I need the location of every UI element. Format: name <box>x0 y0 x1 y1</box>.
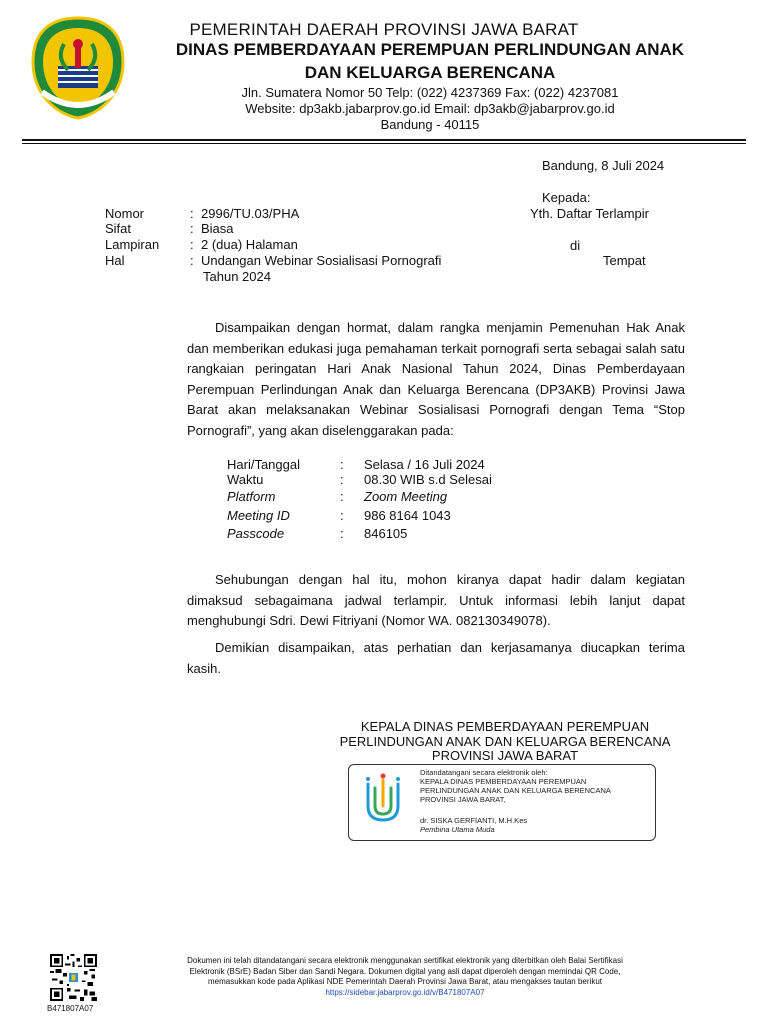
signer-org-line2: PERLINDUNGAN ANAK DAN KELUARGA BERENCANA <box>420 786 611 795</box>
meta-value-nomor: 2996/TU.03/PHA <box>201 206 300 221</box>
signatory-title-line2: PERLINDUNGAN ANAK DAN KELUARGA BERENCANA <box>339 734 671 749</box>
verification-link[interactable]: https://sidebar.jabarprov.go.id/v/B471807A07 <box>325 987 485 997</box>
event-value-passcode: 846105 <box>364 526 408 541</box>
meta-colon: : <box>190 206 194 221</box>
body-paragraph-opening <box>187 318 685 441</box>
meta-label-lampiran: Lampiran <box>105 237 160 252</box>
qr-code[interactable] <box>50 954 97 1001</box>
header-agency-name-line2: DAN KELUARGA BERENCANA <box>304 63 556 82</box>
meta-value-hal: Undangan Webinar Sosialisasi Pornografi <box>201 253 442 268</box>
paragraph-text: Demikian disampaikan, atas perhatian dan kerjasamanya diucapkan terima kasih. <box>187 640 685 676</box>
footer-line2: Elektronik (BSrE) Badan Siber dan Sandi Negara. Dokumen digital yang asli dapat diperoleh dengan memindai QR Code, <box>189 966 621 976</box>
header-website-email: Website: dp3akb.jabarprov.go.id Email: dp3akb@jabarprov.go.id <box>245 101 615 116</box>
signer-org-line1: KEPALA DINAS PEMBERDAYAAN PEREMPUAN <box>420 777 587 786</box>
event-value-date: Selasa / 16 Juli 2024 <box>364 457 485 472</box>
footer-line3: memasukkan kode pada Aplikasi NDE Pemerintah Daerah Provinsi Jawa Barat, atau mengakses tautan berikut <box>208 977 602 986</box>
meta-value-lampiran: 2 (dua) Halaman <box>201 237 298 252</box>
signatory-title-line1: KEPALA DINAS PEMBERDAYAAN PEREMPUAN <box>360 719 650 734</box>
event-colon: : <box>340 472 344 487</box>
document-verification-code: B471807A07 <box>47 1004 94 1013</box>
recipient-place: Tempat <box>603 253 646 268</box>
meta-label-nomor: Nomor <box>105 206 145 221</box>
meta-value-sifat: Biasa <box>201 221 234 236</box>
meta-label-sifat: Sifat <box>105 221 132 236</box>
recipient-label: Kepada: <box>542 190 591 205</box>
meta-label-hal: Hal <box>105 253 125 268</box>
header-agency-name-line1: DINAS PEMBERDAYAAN PEREMPUAN PERLINDUNGAN ANAK <box>175 40 685 59</box>
event-colon: : <box>340 457 344 472</box>
body-paragraph-closing <box>187 638 685 679</box>
meta-colon: : <box>190 253 194 268</box>
header-address: Jln. Sumatera Nomor 50 Telp: (022) 4237369 Fax: (022) 4237081 <box>241 85 619 100</box>
event-colon: : <box>340 489 344 504</box>
event-colon: : <box>340 526 344 541</box>
meta-value-hal-line2: Tahun 2024 <box>203 269 271 284</box>
meta-colon: : <box>190 237 194 252</box>
footer-disclaimer <box>135 956 675 998</box>
body-paragraph-contact <box>187 570 685 632</box>
signer-org-line3: PROVINSI JAWA BARAT, <box>420 795 506 804</box>
signer-rank: Pembina Utama Muda <box>420 825 495 834</box>
event-label-passcode: Passcode <box>227 526 285 541</box>
event-label-date: Hari/Tanggal <box>227 457 300 472</box>
header-divider-thick <box>22 139 746 141</box>
signer-name: dr. SISKA GERFIANTI, M.H.Kes <box>420 816 528 825</box>
event-value-platform: Zoom Meeting <box>364 489 448 504</box>
recipient-di: di <box>570 238 581 253</box>
footer-line1: Dokumen ini telah ditandatangani secara elektronik menggunakan sertifikat elektronik yang diterbitkan oleh Balai Sertifikasi <box>187 956 623 965</box>
event-label-meeting-id: Meeting ID <box>227 508 290 523</box>
signatory-title-line3: PROVINSI JAWA BARAT <box>431 748 579 763</box>
bsre-signature-icon <box>358 770 408 832</box>
signed-note: Ditandatangani secara elektronik oleh: <box>420 768 548 777</box>
event-label-time: Waktu <box>227 472 264 487</box>
event-colon: : <box>340 508 344 523</box>
letter-date: Bandung, 8 Juli 2024 <box>542 158 665 173</box>
header-divider-thin <box>22 143 746 144</box>
header-city: Bandung - 40115 <box>380 117 480 132</box>
meta-colon: : <box>190 221 194 236</box>
event-value-meeting-id: 986 8164 1043 <box>364 508 451 523</box>
recipient-name: Yth. Daftar Terlampir <box>530 206 649 221</box>
paragraph-text: Disampaikan dengan hormat, dalam rangka menjamin Pemenuhan Hak Anak dan memberikan edukasi juga pemahaman terkait pornografi serta sebagai salah satu rangkaian peringatan Hari Anak Nasional Tahun 2024, Dinas Pemberdayaan Perempuan Perlindungan Anak dan Keluarga Berencana (DP3AKB) Provinsi Jawa Barat akan melaksanakan Webinar Sosialisasi Pornografi dengan Tema “Stop Pornografi”, yang akan diselenggarakan pada: <box>187 320 685 438</box>
header-government-name: PEMERINTAH DAERAH PROVINSI JAWA BARAT <box>189 20 579 39</box>
paragraph-text: Sehubungan dengan hal itu, mohon kiranya dapat hadir dalam kegiatan dimaksud sebagaimana jadwal terlampir. Untuk informasi lebih lanjut dapat menghubungi Sdri. Dewi Fitriyani (Nomor WA. 082130349078). <box>187 572 685 628</box>
event-value-time: 08.30 WIB s.d Selesai <box>364 472 492 487</box>
event-label-platform: Platform <box>227 489 276 504</box>
